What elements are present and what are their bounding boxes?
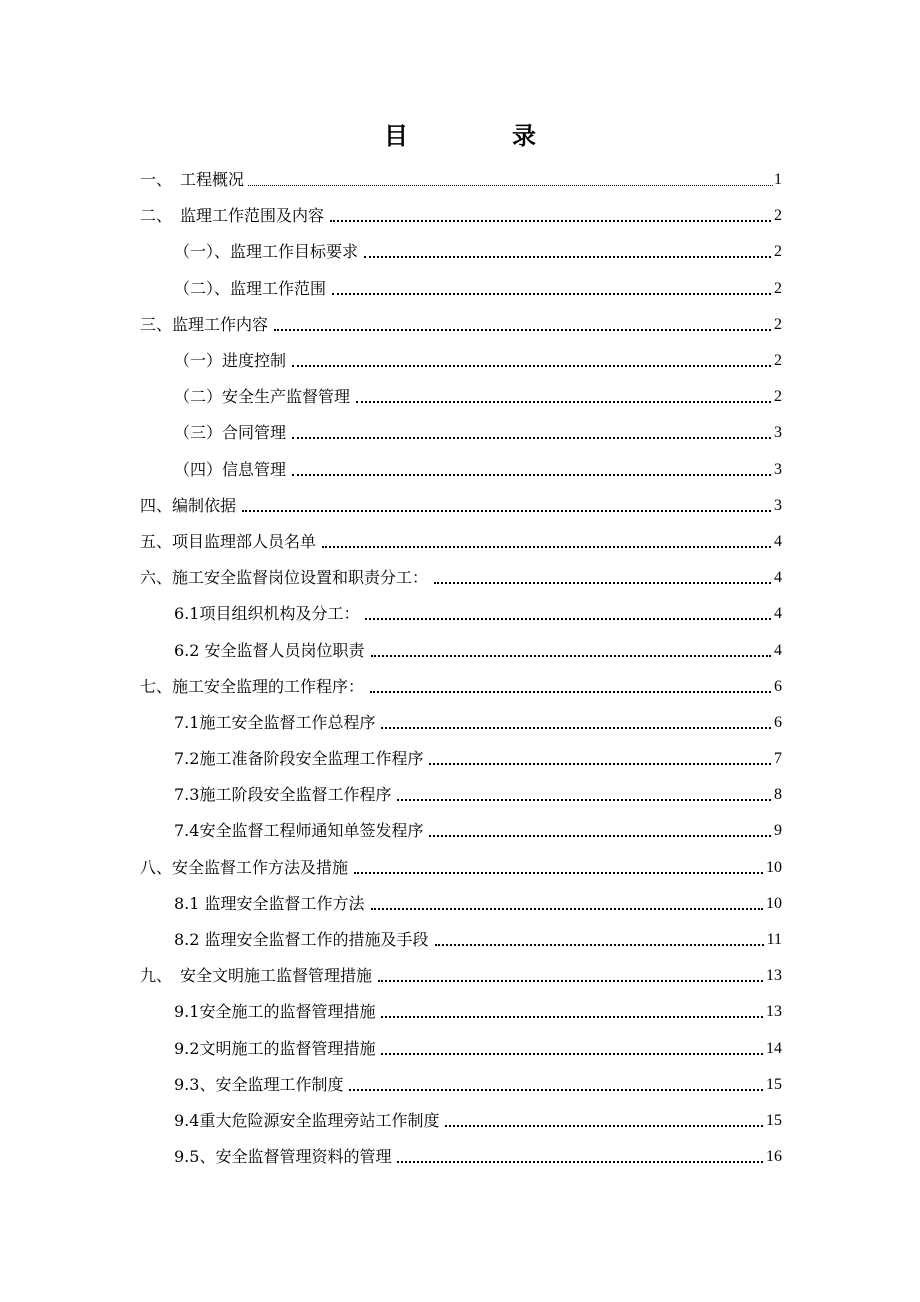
toc-entry-page-number: 13 [766,1003,782,1021]
toc-entry[interactable] [140,452,782,488]
toc-entry-label: 6.2 安全监督人员岗位职责 [174,640,365,660]
toc-entry[interactable] [140,994,782,1030]
table-of-contents [140,162,782,1175]
dot-leader [435,944,764,946]
toc-entry-label: 9.1安全施工的监督管理措施 [174,1002,376,1022]
dot-leader [397,1161,763,1163]
toc-entry-label: 四、编制依据 [140,495,237,515]
toc-entry[interactable] [140,632,782,668]
dot-leader [292,365,771,367]
dot-leader [354,872,763,874]
toc-entry-page-number: 10 [766,894,782,912]
toc-entry-label: （四）信息管理 [174,459,287,479]
toc-entry-label: 7.4安全监督工程师通知单签发程序 [174,821,424,841]
toc-entry-page-number: 1 [774,171,782,189]
toc-entry-page-number: 3 [774,424,782,442]
toc-entry-page-number: 3 [774,460,782,478]
dot-leader [356,401,771,403]
toc-entry-page-number: 10 [766,858,782,876]
toc-entry-label: （二）、监理工作范围 [174,278,327,298]
toc-entry-label: 7.1施工安全监督工作总程序 [174,712,376,732]
toc-entry-label: 9.4重大危险源安全监理旁站工作制度 [174,1110,440,1130]
toc-entry[interactable] [140,415,782,451]
page-title: 目 录 [384,121,576,150]
toc-entry-label: 9.5、安全监督管理资料的管理 [174,1147,392,1167]
toc-entry[interactable] [140,343,782,379]
toc-entry-page-number: 2 [774,243,782,261]
dot-leader [332,293,771,295]
toc-entry[interactable] [140,596,782,632]
dot-leader [371,908,763,910]
toc-entry[interactable] [140,1031,782,1067]
toc-entry-label: 三、监理工作内容 [140,314,269,334]
toc-entry-label: 7.3施工阶段安全监督工作程序 [174,785,392,805]
dot-leader [330,220,771,222]
toc-entry-label: 八、安全监督工作方法及措施 [140,857,349,877]
toc-entry-label: 9.2文明施工的监督管理措施 [174,1038,376,1058]
toc-entry[interactable] [140,669,782,705]
toc-entry[interactable] [140,307,782,343]
toc-entry[interactable] [140,198,782,234]
toc-entry[interactable] [140,162,782,198]
dot-leader [322,546,771,548]
dot-leader [371,655,771,657]
toc-entry[interactable] [140,560,782,596]
toc-entry[interactable] [140,234,782,270]
toc-entry-label: 九、 安全文明施工监督管理措施 [140,966,373,986]
toc-entry[interactable] [140,777,782,813]
toc-entry[interactable] [140,524,782,560]
dot-leader [381,1053,763,1055]
toc-entry-page-number: 7 [774,750,782,768]
toc-entry-page-number: 13 [766,967,782,985]
toc-entry-page-number: 2 [774,388,782,406]
toc-entry-page-number: 15 [766,1075,782,1093]
dot-leader [248,185,773,186]
toc-entry[interactable] [140,850,782,886]
dot-leader [365,618,771,620]
toc-entry-page-number: 3 [774,496,782,514]
toc-entry-label: （一）、监理工作目标要求 [174,242,359,262]
toc-entry-label: （一）进度控制 [174,351,287,371]
toc-entry[interactable] [140,271,782,307]
dot-leader [349,1089,763,1091]
toc-entry-page-number: 2 [774,279,782,297]
dot-leader [274,329,771,331]
toc-entry-label: 6.1项目组织机构及分工： [174,604,360,624]
toc-entry-label: 7.2施工准备阶段安全监理工作程序 [174,749,424,769]
toc-entry-page-number: 4 [774,641,782,659]
toc-entry-label: 二、 监理工作范围及内容 [140,206,325,226]
toc-entry-label: （二）安全生产监督管理 [174,387,351,407]
dot-leader [242,510,771,512]
toc-entry-label: 五、项目监理部人员名单 [140,531,317,551]
toc-entry-page-number: 4 [774,605,782,623]
dot-leader [378,980,763,982]
dot-leader [381,727,771,729]
dot-leader [445,1125,763,1127]
toc-entry-page-number: 11 [766,931,782,949]
toc-entry-label: 七、施工安全监理的工作程序： [140,676,365,696]
dot-leader [364,256,771,258]
toc-entry-page-number: 14 [766,1039,782,1057]
toc-entry-label: 六、施工安全监督岗位设置和职责分工： [140,568,429,588]
toc-entry-page-number: 9 [774,822,782,840]
dot-leader [429,763,771,765]
toc-entry-page-number: 15 [766,1111,782,1129]
toc-entry[interactable] [140,958,782,994]
dot-leader [292,437,771,439]
dot-leader [292,474,771,476]
dot-leader [397,799,771,801]
toc-entry[interactable] [140,741,782,777]
toc-entry-label: 9.3、安全监理工作制度 [174,1074,344,1094]
toc-entry-label: 一、 工程概况 [140,170,245,190]
toc-entry[interactable] [140,705,782,741]
toc-entry[interactable] [140,886,782,922]
toc-entry[interactable] [140,1067,782,1103]
toc-entry[interactable] [140,1139,782,1175]
toc-entry-page-number: 2 [774,352,782,370]
toc-entry-page-number: 6 [774,713,782,731]
dot-leader [381,1016,763,1018]
toc-entry-page-number: 4 [774,532,782,550]
toc-entry-page-number: 2 [774,315,782,333]
toc-entry[interactable] [140,488,782,524]
toc-entry-label: （三）合同管理 [174,423,287,443]
toc-entry-label: 8.1 监理安全监督工作方法 [174,893,365,913]
dot-leader [370,691,771,693]
toc-entry[interactable] [140,1103,782,1139]
toc-entry-label: 8.2 监理安全监督工作的措施及手段 [174,930,429,950]
toc-entry-page-number: 6 [774,677,782,695]
dot-leader [434,582,771,584]
toc-entry-page-number: 16 [766,1148,782,1166]
toc-entry-page-number: 8 [774,786,782,804]
toc-entry-page-number: 2 [774,207,782,225]
toc-entry[interactable] [140,379,782,415]
toc-entry-page-number: 4 [774,569,782,587]
toc-entry[interactable] [140,813,782,849]
dot-leader [429,835,771,837]
toc-entry[interactable] [140,922,782,958]
